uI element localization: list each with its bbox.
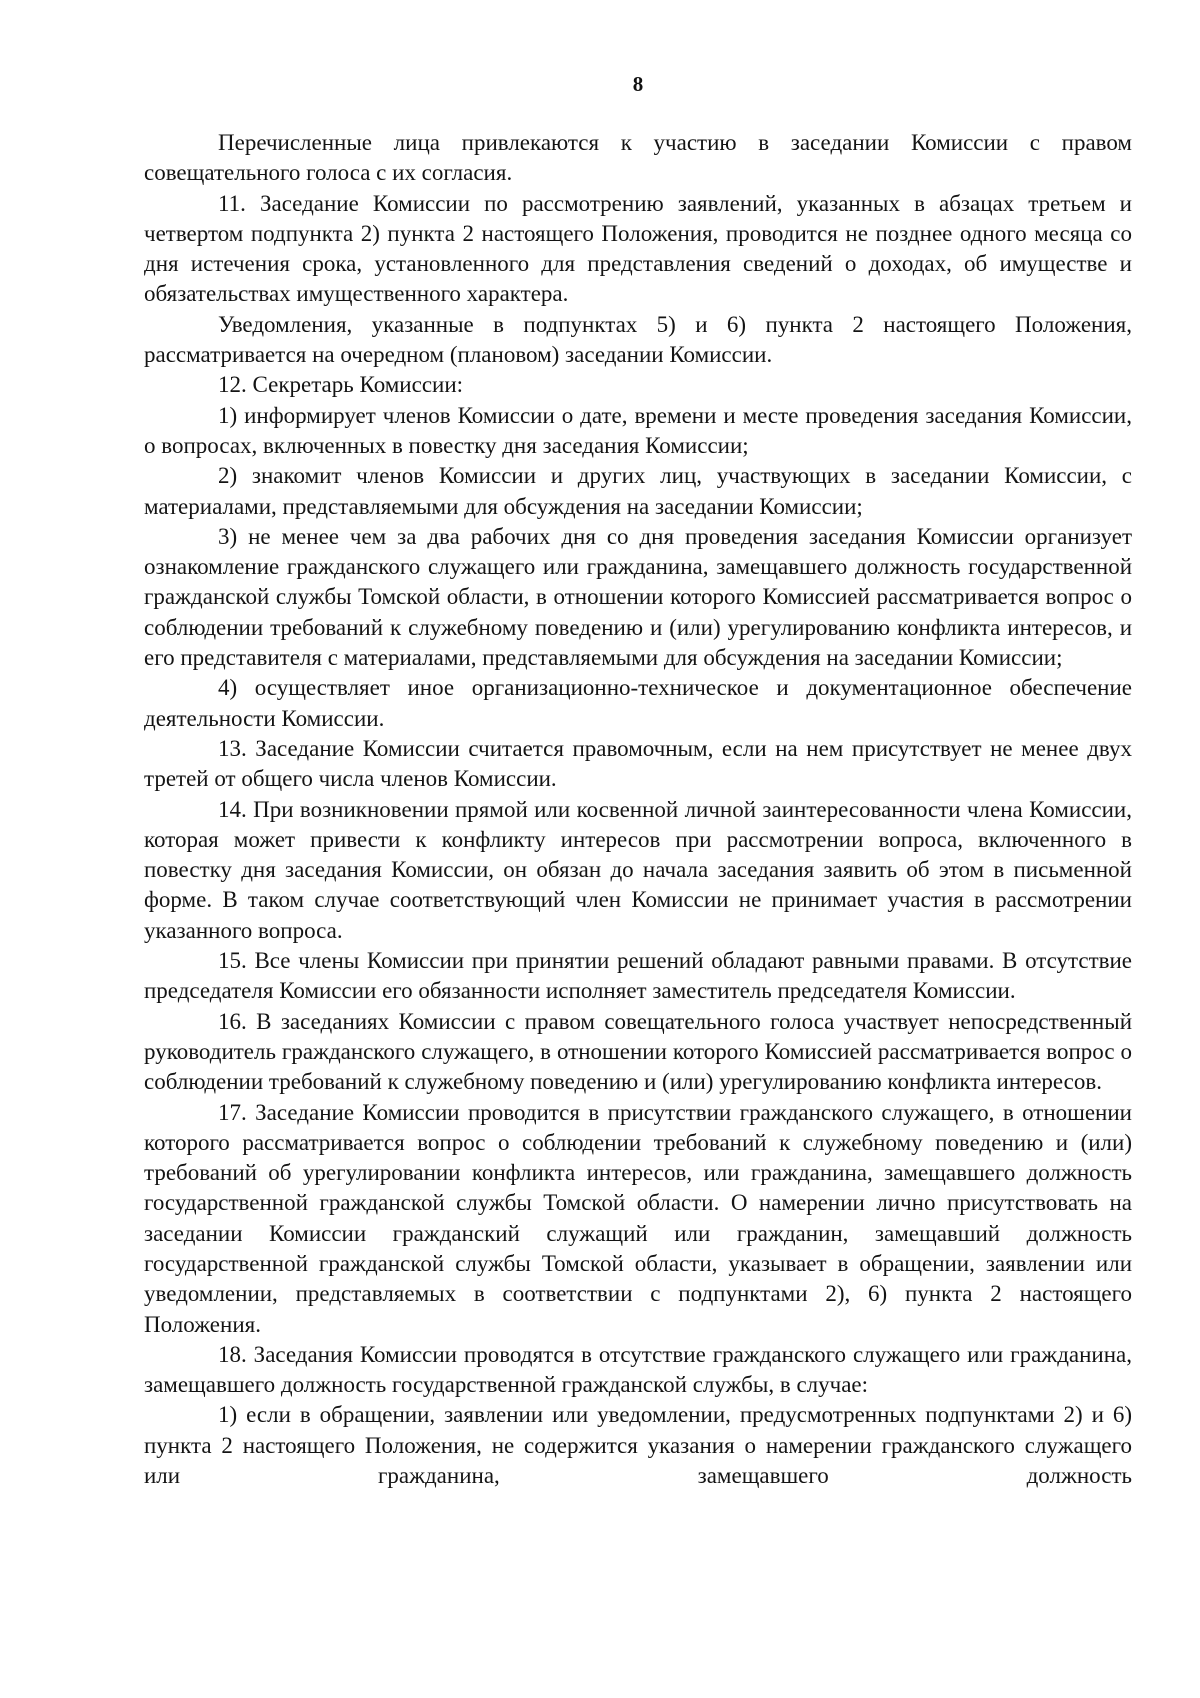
paragraph-18-item-1: 1) если в обращении, заявлении или уведомлении, предусмотренных подпунктами 2) и 6) пункта 2 настоящего Положения, не содержится указания о намерении гражданского служащего или гражданина, замещавшего должность bbox=[144, 1402, 1132, 1489]
paragraph-12-item-3: 3) не менее чем за два рабочих дня со дня проведения заседания Комиссии организует ознакомление гражданского служащего или гражданина, замещавшего должность государственной гражданской службы Томской области, в отношении которого Комиссией рассматривается вопрос о соблюдении требований к служебному поведению и (или) урегулированию конфликта интересов, и его представителя с материалами, представляемыми для обсуждения на заседании Комиссии; bbox=[144, 523, 1132, 671]
paragraph-16-supervisor-participation: 16. В заседаниях Комиссии с правом совещательного голоса участвует непосредственный руководитель гражданского служащего, в отношении которого Комиссией рассматривается вопрос о соблюдении требований к служебному поведению и (или) урегулированию конфликта интересов. bbox=[144, 1008, 1132, 1095]
paragraph-participants-consent: Перечисленные лица привлекаются к участию в заседании Комиссии с правом совещательного голоса с их согласия. bbox=[144, 130, 1132, 186]
paragraph-18-absence: 18. Заседания Комиссии проводятся в отсутствие гражданского служащего или гражданина, замещавшего должность государственной гражданской службы, в случае: bbox=[144, 1341, 1132, 1398]
paragraph-notifications-review: Уведомления, указанные в подпунктах 5) и 6) пункта 2 настоящего Положения, рассматривается на очередном (плановом) заседании Комиссии. bbox=[144, 311, 1132, 368]
paragraph-12-item-1: 1) информирует членов Комиссии о дате, времени и месте проведения заседания Комиссии, о вопросах, включенных в повестку дня заседания Комиссии; bbox=[144, 402, 1132, 458]
paragraph-17-servant-presence: 17. Заседание Комиссии проводится в присутствии гражданского служащего, в отношении которого рассматривается вопрос о соблюдении требований к служебному поведению и (или) требований об урегулировании конфликта интересов, или гражданина, замещавшего должность государственной гражданской службы Томской области. О намерении лично присутствовать на заседании Комиссии гражданский служащий или гражданин, замещавший должность государственной гражданской службы Томской области, указывает в обращении, заявлении или уведомлении, представляемых в соответствии с подпунктами 2), 6) пункта 2 настоящего Положения. bbox=[144, 1099, 1132, 1337]
paragraph-11-meeting-deadline: 11. Заседание Комиссии по рассмотрению заявлений, указанных в абзацах третьем и четвертом подпункта 2) пункта 2 настоящего Положения, проводится не позднее одного месяца со дня истечения срока, установленного для представления сведений о доходах, об имуществе и обязательствах имущественного характера. bbox=[144, 190, 1132, 307]
paragraph-12-secretary: 12. Секретарь Комиссии: bbox=[218, 372, 464, 398]
paragraph-12-item-2: 2) знакомит членов Комиссии и других лиц, участвующих в заседании Комиссии, с материалами, представляемыми для обсуждения на заседании Комиссии; bbox=[144, 463, 1132, 519]
paragraph-14-conflict-of-interest: 14. При возникновении прямой или косвенной личной заинтересованности члена Комиссии, которая может привести к конфликту интересов при рассмотрении вопроса, включенного в повестку дня заседания Комиссии, он обязан до начала заседания заявить об этом в письменной форме. В таком случае соответствующий член Комиссии не принимает участия в рассмотрении указанного вопроса. bbox=[144, 796, 1132, 943]
page-number: 8 bbox=[632, 72, 644, 96]
paragraph-12-item-4: 4) осуществляет иное организационно-техническое и документационное обеспечение деятельности Комиссии. bbox=[144, 675, 1132, 731]
paragraph-15-equal-rights: 15. Все члены Комиссии при принятии решений обладают равными правами. В отсутствие председателя Комиссии его обязанности исполняет заместитель председателя Комиссии. bbox=[144, 948, 1132, 1004]
document-body bbox=[144, 128, 1132, 1491]
paragraph-13-quorum: 13. Заседание Комиссии считается правомочным, если на нем присутствует не менее двух третей от общего числа членов Комиссии. bbox=[144, 735, 1132, 792]
